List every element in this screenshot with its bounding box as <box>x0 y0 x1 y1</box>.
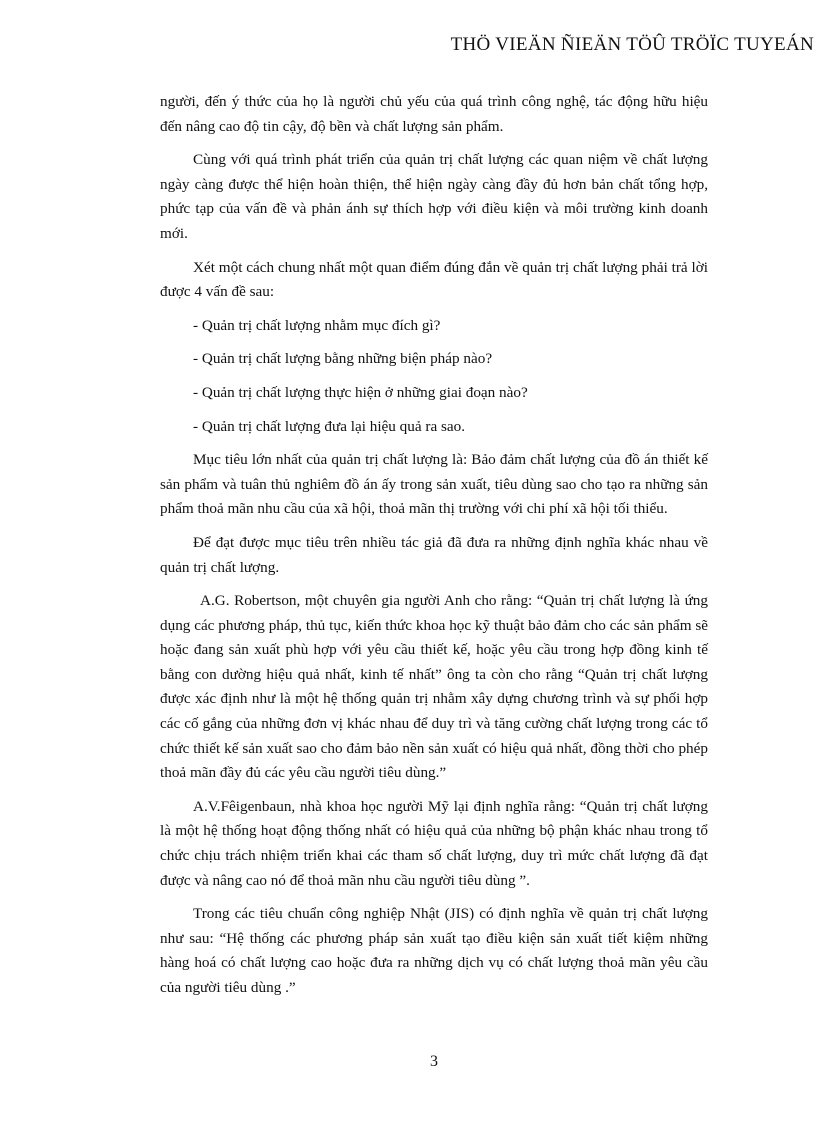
document-body <box>160 90 708 1010</box>
list-item: - Quản trị chất lượng bằng những biện pháp nào? <box>193 350 493 368</box>
paragraph-quote-robertson: A.G. Robertson, một chuyên gia người Anh cho rằng: “Quản trị chất lượng là ứng dụng các phương pháp, thủ tục, kiến thức khoa học kỹ thuật bảo đảm cho các sản phẩm sẽ hoặc đang sản xuất phù hợp với yêu cầu thiết kế, hoặc yêu cầu trong hợp đồng kinh tế bằng con dường hiệu quả nhất, kinh tế nhất” ông ta còn cho rằng “Quản trị chất lượng được xác định như là một hệ thống quản trị nhằm xây dựng chương trình và sự phối hợp các cố gắng của những đơn vị khác nhau để duy trì và tăng cường chất lượng trong các tổ chức thiết kế sản xuất sao cho đảm bảo nền sản xuất có hiệu quả nhất, đồng thời cho phép thoả mãn đầy đủ các yêu cầu người tiêu dùng.” <box>160 592 708 782</box>
paragraph: Xét một cách chung nhất một quan điểm đúng đắn về quản trị chất lượng phải trả lời được 4 vấn đề sau: <box>160 258 708 301</box>
page-header: THÖ VIEÄN ÑIEÄN TÖÛ TRÖÏC TUYEÁN <box>450 34 814 55</box>
page-number: 3 <box>430 1053 438 1070</box>
paragraph-quote-feigenbaum: A.V.Fêigenbaun, nhà khoa học người Mỹ lại định nghĩa rằng: “Quản trị chất lượng là một hệ thống hoạt động thống nhất có hiệu quả của những bộ phận khác nhau trong tổ chức chịu trách nhiệm triển khai các tham số chất lượng, duy trì mức chất lượng đã đạt được và nâng cao nó để thoả mãn nhu cầu người tiêu dùng ”. <box>160 797 708 889</box>
paragraph-quote-jis: Trong các tiêu chuẩn công nghiệp Nhật (JIS) có định nghĩa về quản trị chất lượng như sau: “Hệ thống các phương pháp sản xuất tạo điều kiện sản xuất tiết kiệm những hàng hoá có chất lượng cao hoặc đưa ra những dịch vụ có chất lượng thoả mãn yêu cầu của người tiêu dùng .” <box>160 905 708 996</box>
paragraph: Cùng với quá trình phát triển của quản trị chất lượng các quan niệm về chất lượng ngày càng được thể hiện hoàn thiện, thể hiện ngày càng đầy đủ hơn bản chất tổng hợp, phức tạp của vấn đề và phản ánh sự thích hợp với điều kiện và môi trường kinh doanh mới. <box>160 151 708 242</box>
paragraph-continuation: người, đến ý thức của họ là người chủ yếu của quá trình công nghệ, tác động hữu hiệu đến nâng cao độ tin cậy, độ bền và chất lượng sản phẩm. <box>160 93 708 135</box>
paragraph: Mục tiêu lớn nhất của quản trị chất lượng là: Bảo đảm chất lượng của đồ án thiết kế sản phẩm và tuân thủ nghiêm đồ án ấy trong sản xuất, tiêu dùng sao cho tạo ra những sản phẩm thoả mãn nhu cầu của xã hội, thoả mãn thị trường với chi phí xã hội tối thiểu. <box>160 451 708 518</box>
list-item: - Quản trị chất lượng nhằm mục đích gì? <box>193 316 441 334</box>
paragraph: Để đạt được mục tiêu trên nhiều tác giả đã đưa ra những định nghĩa khác nhau về quản trị chất lượng. <box>160 533 708 576</box>
list-item: - Quản trị chất lượng đưa lại hiệu quả ra sao. <box>193 417 466 435</box>
list-item: - Quản trị chất lượng thực hiện ở những giai đoạn nào? <box>193 383 528 401</box>
